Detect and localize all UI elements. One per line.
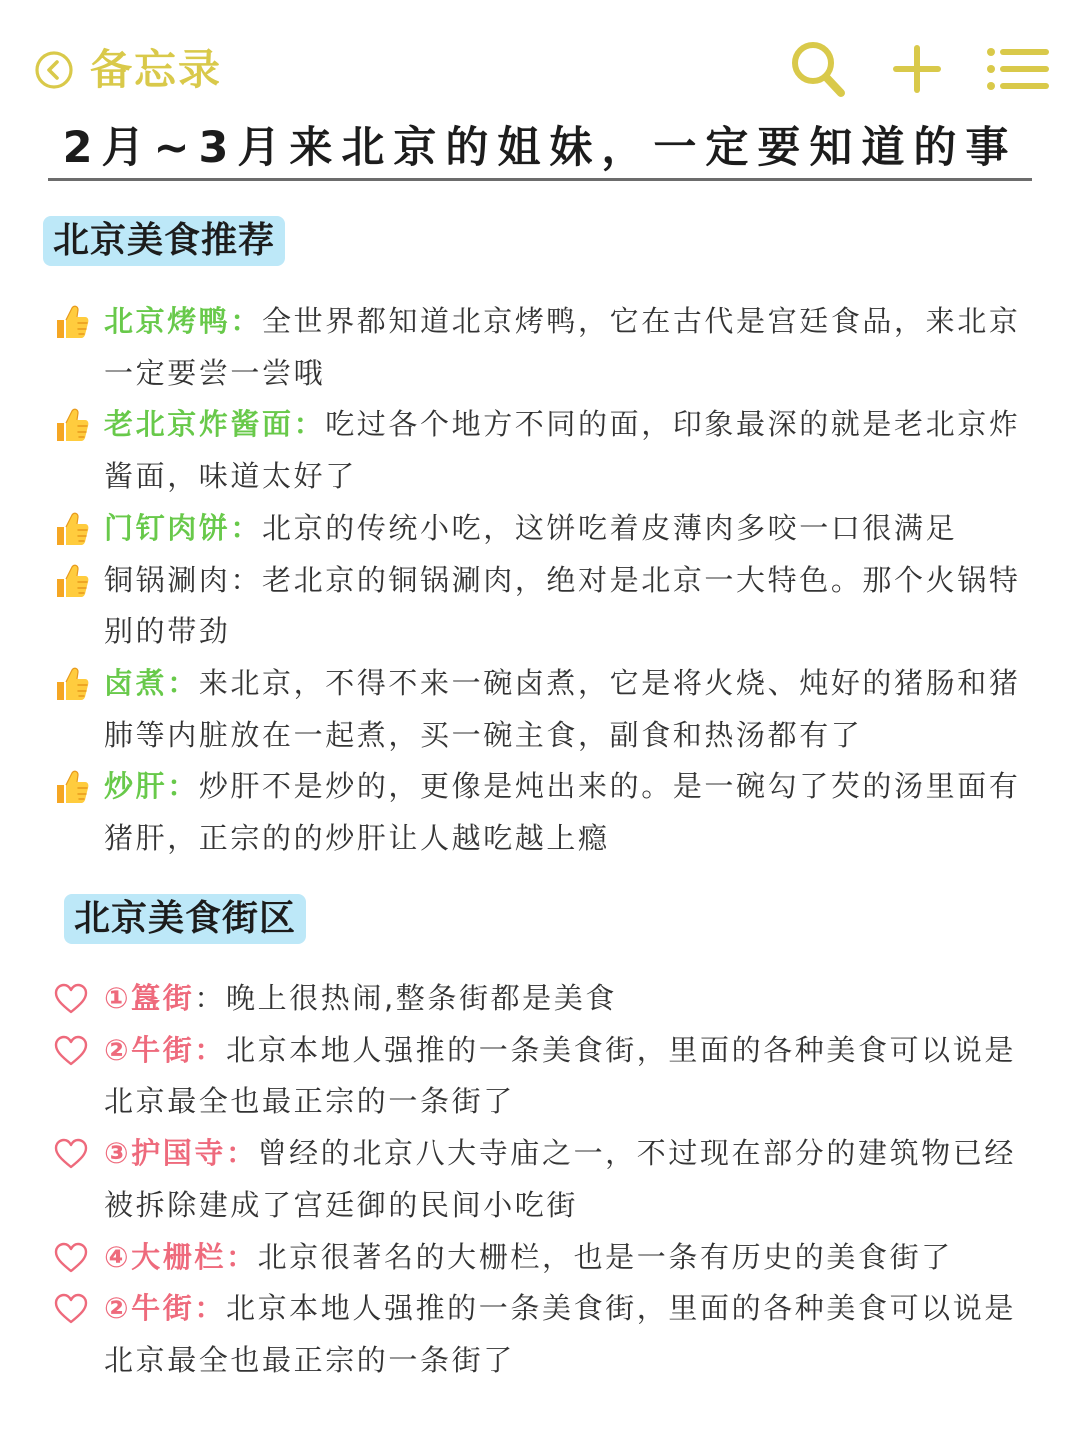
item-key: 大栅栏： [131,1239,258,1274]
list-item [54,503,1044,555]
top-bar [0,0,1080,120]
item-key: 卤煮： [104,665,199,700]
page-title: 2月~3月来北京的姐妹，一定要知道的事 [62,123,1018,173]
list-item [54,1025,1044,1128]
item-number: ② [104,1291,132,1326]
thumbs-up-icon [54,304,90,340]
thumbs-up-icon [54,666,90,702]
list-item [54,1283,1044,1386]
back-chevron-circle-icon [34,50,74,90]
thumbs-up-icon [54,563,90,599]
heart-outline-icon [54,1293,88,1325]
item-text: 北京本地人强推的一条美食街，里面的各种美食可以说是北京最全也最正宗的一条街了 [104,1032,1016,1119]
item-key: 护国寺： [131,1136,258,1171]
item-key: 炒肝： [104,769,199,804]
item-text: 来北京，不得不来一碗卤煮，它是将火烧、炖好的猪肠和猪肺等内脏放在一起煮，买一碗主食，副食和热汤都有了 [104,665,1021,752]
list-item [54,296,1044,399]
list-item [54,1128,1044,1231]
item-text: 曾经的北京八大寺庙之一，不过现在部分的建筑物已经被拆除建成了宫廷御的民间小吃街 [104,1136,1016,1222]
item-number: ④ [104,1239,132,1274]
item-text: 炒肝不是炒的，更像是炖出来的。是一碗勾了芡的汤里面有猪肝，正宗的的炒肝让人越吃越上瘾 [104,769,1021,856]
item-key: 牛街： [131,1032,226,1067]
item-text: 吃过各个地方不同的面，印象最深的就是老北京炸酱面，味道太好了 [104,407,1021,494]
item-text: 晚上很热闹,整条街都是美食 [225,981,617,1015]
heart-outline-icon [54,1138,88,1170]
item-key: 门钉肉饼： [104,510,263,545]
item-text: 北京很著名的大栅栏，也是一条有历史的美食街了 [257,1239,953,1274]
plus-icon[interactable] [892,44,942,94]
section-heading-food-streets: 北京美食街区 [64,894,306,944]
list-item [54,761,1044,864]
item-number: ② [104,1032,132,1067]
item-key: 铜锅涮肉： [104,562,263,597]
heart-outline-icon [54,983,88,1015]
list-item [54,1232,1044,1284]
item-key: 老北京炸酱面： [104,407,326,442]
back-button[interactable] [34,44,222,96]
item-text: 北京本地人强推的一条美食街，里面的各种美食可以说是北京最全也最正宗的一条街了 [104,1291,1016,1377]
item-text: 老北京的铜锅涮肉，绝对是北京一大特色。那个火锅特别的带劲 [104,562,1021,649]
item-key: 簋街 [131,981,195,1015]
section-heading-food-recommendations: 北京美食推荐 [43,216,285,266]
list-menu-icon[interactable] [986,46,1050,92]
list-item [54,555,1044,658]
item-key: 牛街： [131,1291,226,1326]
thumbs-up-icon [54,407,90,443]
thumbs-up-icon [54,769,90,805]
title-divider [48,178,1032,181]
item-key: 北京烤鸭： [104,304,263,338]
back-label: 备忘录 [90,45,223,94]
list-item [54,658,1044,761]
list-item [54,399,1044,502]
list-item [54,973,1044,1025]
item-separator: ： [194,981,226,1015]
heart-outline-icon [54,1035,88,1067]
thumbs-up-icon [54,511,90,547]
search-icon[interactable] [788,38,848,100]
food-recommendation-list [54,296,1044,865]
item-number: ③ [104,1136,132,1171]
food-street-list [54,973,1044,1387]
item-text: 全世界都知道北京烤鸭，它在古代是宫廷食品，来北京一定要尝一尝哦 [104,304,1021,390]
item-text: 北京的传统小吃，这饼吃着皮薄肉多咬一口很满足 [262,510,958,545]
item-number: ① [104,981,132,1015]
heart-outline-icon [54,1242,88,1274]
toolbar-icons [788,38,1050,100]
